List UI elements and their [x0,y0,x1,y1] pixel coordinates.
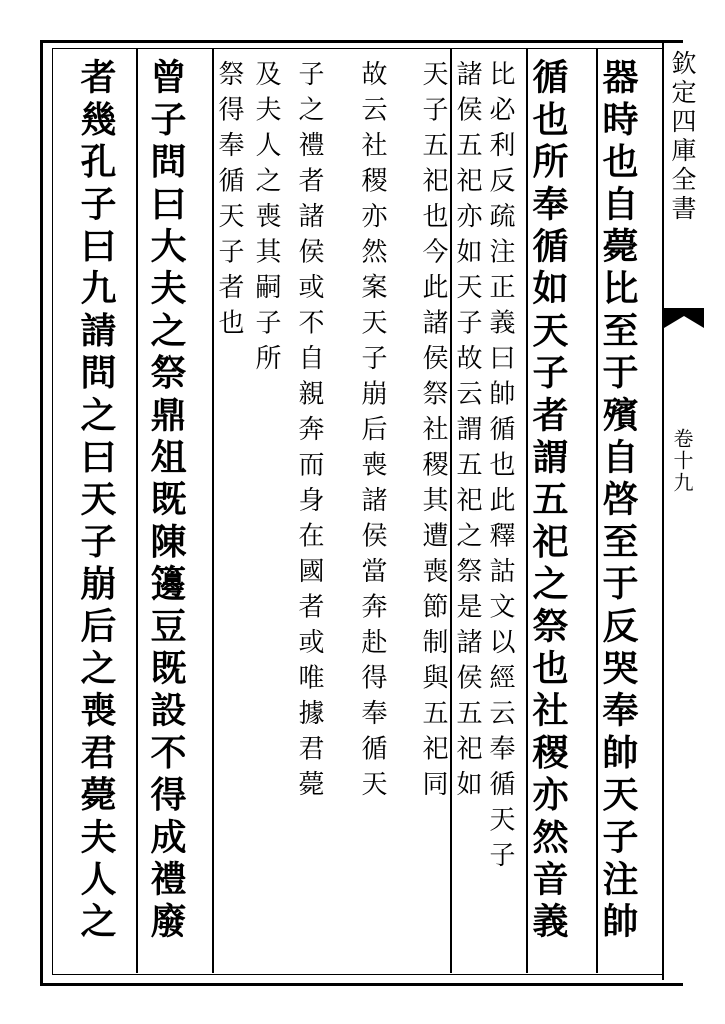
text-column-1: 器時也自薨比至于殯自啓至于反哭奉帥天子注帥 [597,58,639,945]
column-rule [136,48,138,973]
commentary-column-4: 故云社稷亦然案天子崩后喪諸侯當奔赴得奉循天 [357,60,387,806]
commentary-column-3: 天子五祀也今此諸侯祭社稷其遭喪節制與五祀同 [418,60,448,806]
text-column-4: 者幾孔子曰九請問之曰天子崩后之喪君薨夫人之 [75,58,117,945]
commentary-column-1: 比必利反疏注正義曰帥循也此釋詁文以經云奉循天子 [485,60,515,877]
margin-volume-number: 卷十九 [670,428,694,494]
fish-tail-mark-icon [664,308,704,328]
commentary-column-5: 子之禮者諸侯或不自親奔而身在國者或唯據君薨 [294,60,324,806]
commentary-column-2: 諸侯五祀亦如天子故云謂五祀之祭是諸侯五祀如 [452,60,482,806]
text-column-2: 循也所奉循如天子者謂五祀之祭也社稷亦然音義 [527,58,569,945]
commentary-column-6: 及夫人之喪其嗣子所 [251,60,281,380]
margin-book-title: 欽定四庫全書 [668,50,697,224]
commentary-column-7: 祭得奉循天子者也 [214,60,244,344]
text-column-3: 曾子問曰大夫之祭鼎俎既陳籩豆既設不得成禮廢 [145,58,187,945]
